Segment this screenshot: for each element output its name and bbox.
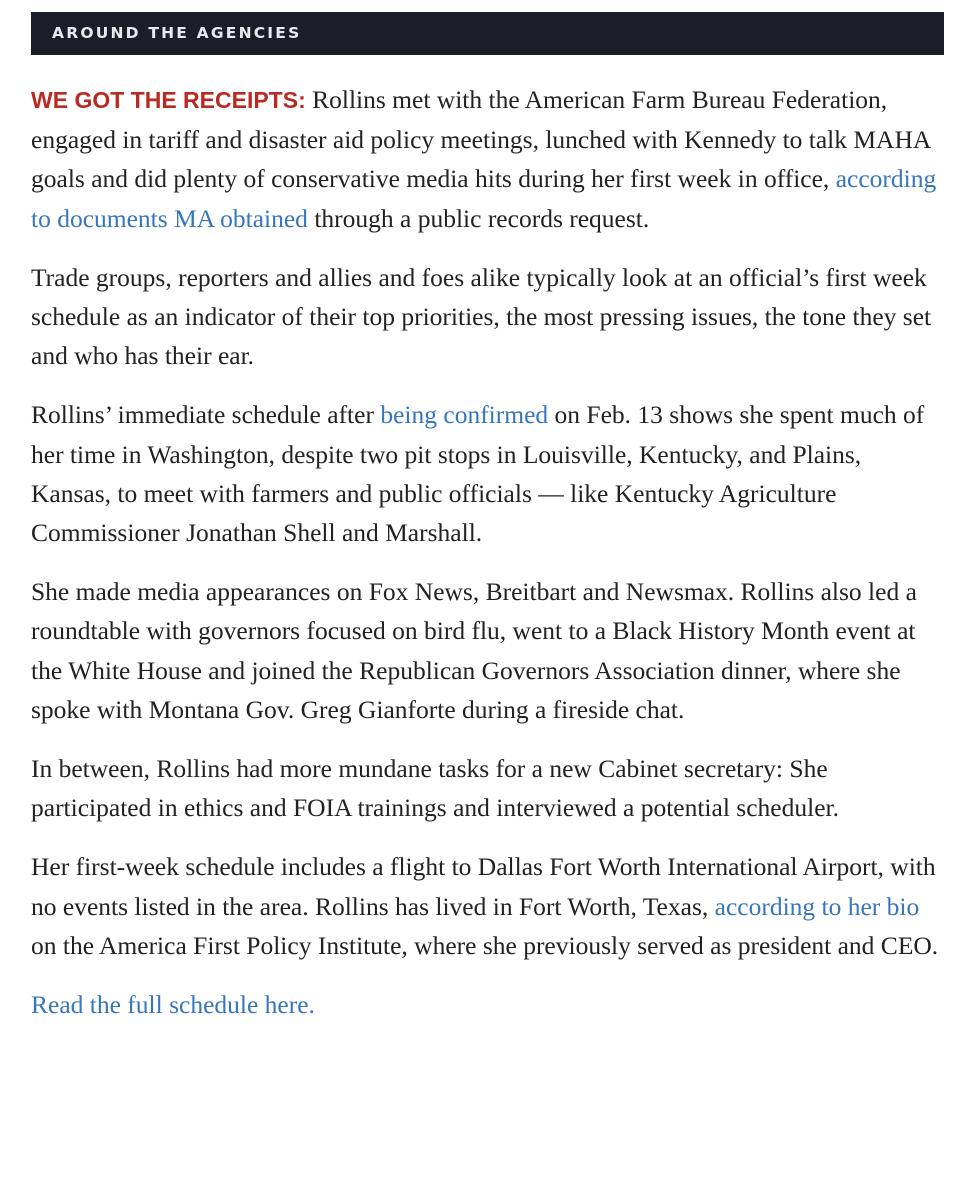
paragraph-text: on Feb. 13 shows she spent much of her time in Washington, despite two pit stops in Louisville, Kentucky, and Plains, Kansas, to meet with farmers and public officials — like Kentucky Agriculture Commissioner Jonathan Shell and Marshall. — [31, 400, 925, 548]
paragraph-media — [31, 572, 946, 729]
paragraph-text: In between, Rollins had more mundane tasks for a new Cabinet secretary: She participated in ethics and FOIA trainings and interviewed a potential scheduler. — [31, 754, 839, 823]
paragraph-text: Trade groups, reporters and allies and foes alike typically look at an official’s first week schedule as an indicator of their top priorities, the most pressing issues, the tone they set and who has their ear. — [31, 262, 932, 371]
section-label: AROUND THE AGENCIES — [52, 24, 302, 42]
paragraph-receipts — [31, 80, 946, 238]
read-full-schedule-link[interactable]: Read the full schedule here. — [31, 990, 315, 1020]
article-body — [31, 80, 946, 1044]
paragraph-read-schedule — [31, 985, 946, 1024]
paragraph-text: She made media appearances on Fox News, Breitbart and Newsmax. Rollins also led a roundtable with governors focused on bird flu, went to a Black History Month event at the White House and joined the Republican Governors Association dinner, where she spoke with Montana Gov. Greg Gianforte during a fireside chat. — [31, 577, 917, 724]
paragraph-text: Her first-week schedule includes a flight to Dallas Fort Worth International Airport, with no events listed in the area. Rollins has lived in Fort Worth, Texas, — [31, 852, 936, 921]
paragraph-text: Rollins met with the American Farm Bureau Federation, engaged in tariff and disaster aid policy meetings, lunched with Kennedy to talk MAHA goals and did plenty of conservative media hits during her first week in office, — [31, 85, 930, 194]
paragraph-text: on the America First Policy Institute, where she previously served as president and CEO. — [31, 930, 939, 960]
paragraph-text: through a public records request. — [307, 203, 650, 233]
paragraph-text: Rollins’ immediate schedule after — [31, 400, 381, 430]
paragraph-schedule — [31, 395, 946, 552]
bio-link[interactable]: according to her bio — [714, 891, 920, 921]
paragraph-flight — [31, 847, 946, 965]
documents-obtained-link[interactable]: according to documents MA obtained — [31, 164, 937, 233]
section-header-bar — [31, 12, 944, 55]
being-confirmed-link[interactable]: being confirmed — [380, 400, 549, 430]
paragraph-trade-groups — [31, 258, 946, 376]
kicker-label: WE GOT THE RECEIPTS: — [31, 87, 306, 113]
paragraph-mundane-tasks — [31, 749, 946, 827]
